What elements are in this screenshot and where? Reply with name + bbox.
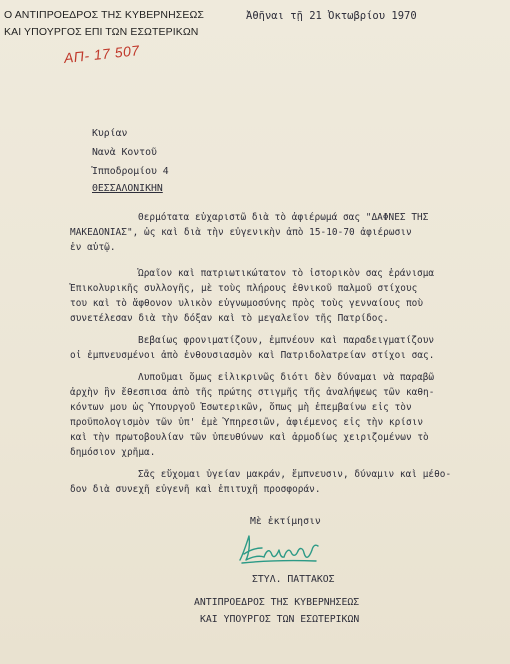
- body-line: Ὡραῖον καὶ πατριωτικώτατον τὸ ἱστορικὸν σας ἐράνισμα: [138, 268, 435, 279]
- body-line: κόντων μου ὡς Ὑπουργοῦ Ἐσωτερικῶν, ὅπως μὴ ἐπεμβαίνω εἰς τὸν: [70, 402, 412, 413]
- body-line: καὶ τὴν πρωτοβουλίαν τῶν ὑπευθύνων καὶ ἁρμοδίως χειριζομένων τὸ: [70, 432, 429, 443]
- recipient-name: Νανὰ Κοντοῦ: [92, 147, 157, 158]
- body-line: Βεβαίως φρονιματίζουν, ἐμπνέουν καὶ παραδειγματίζουν: [138, 335, 435, 346]
- recipient-street: Ἱπποδρομίου 4: [92, 166, 169, 177]
- body-line: δον διὰ συνεχῆ εὐγενῆ καὶ ἐπιτυχῆ προσφοράν.: [70, 484, 321, 495]
- body-line: Σᾶς εὔχομαι ὑγείαν μακράν, ἔμπνευσιν, δύναμιν καὶ μέθο-: [138, 469, 452, 480]
- body-line: ἀρχὴν ἣν ἔθεσπισα ἀπὸ τῆς πρώτης στιγμῆς τῆς ἀναλήψεως τῶν καθη-: [70, 387, 435, 398]
- signature-icon: [236, 530, 326, 566]
- recipient-city: ΘΕΣΣΑΛΟΝΙΚΗΝ: [92, 183, 163, 194]
- letterhead-line-2: ΚΑΙ ΥΠΟΥΡΓΟΣ ΕΠΙ ΤΩΝ ΕΣΩΤΕΡΙΚΩΝ: [4, 26, 199, 38]
- signatory-name: ΣΤΥΛ. ΠΑΤΤΑΚΟΣ: [252, 574, 335, 585]
- protocol-number: ΑΠ- 17 507: [63, 42, 141, 66]
- body-line: συνετέλεσαν διὰ τὴν δόξαν καὶ τὸ μεγαλεῖον τῆς Πατρίδος.: [70, 313, 389, 324]
- body-line: οἱ ἐμπνευσμένοι ἀπὸ ἐνθουσιασμὸν καὶ Πατριδολατρείαν στίχοι σας.: [70, 350, 435, 361]
- body-line: ΜΑΚΕΔΟΝΙΑΣ", ὡς καὶ διὰ τὴν εὐγενικὴν ἀπὸ 15-10-70 ἀφιέρωσιν: [70, 227, 412, 238]
- body-line: προϋπολογισμὸν τῶν ὑπ' ἐμὲ Ὑπηρεσιῶν, ἀφιέμενος εἰς τὴν κρίσιν: [70, 417, 424, 428]
- body-line: του καὶ τὸ ἄφθονον υλικὸν εὐγνωμοσύνης πρὸς τοὺς γενναίους ποὺ: [70, 298, 424, 309]
- closing-regards: Μὲ ἐκτίμησιν: [250, 516, 321, 527]
- signatory-title-2: ΚΑΙ ΥΠΟΥΡΓΟΣ ΤΩΝ ΕΣΩΤΕΡΙΚΩΝ: [200, 614, 360, 625]
- body-line: Λυποῦμαι ὅμως εἰλικρινῶς διότι δὲν δύναμαι νὰ παραβῶ: [138, 372, 435, 383]
- body-line: δημόσιον χρῆμα.: [70, 447, 156, 458]
- body-line: Θερμότατα εὐχαριστῶ διὰ τὸ ἀφιέρωμά σας "ΔΑΦΝΕΣ ΤΗΣ: [138, 212, 429, 223]
- body-line: ἐν αὐτῷ.: [70, 242, 116, 253]
- letterhead-line-1: Ο ΑΝΤΙΠΡΟΕΔΡΟΣ ΤΗΣ ΚΥΒΕΡΝΗΣΕΩΣ: [4, 9, 205, 21]
- signatory-title-1: ΑΝΤΙΠΡΟΕΔΡΟΣ ΤΗΣ ΚΥΒΕΡΝΗΣΕΩΣ: [194, 597, 360, 608]
- letter-date: Ἀθῆναι τῇ 21 Ὀκτωβρίου 1970: [246, 10, 417, 22]
- body-line: Ἐπικολυρικῆς συλλογῆς, μὲ τοὺς πλήρους ἐθνικοῦ παλμοῦ στίχους: [70, 283, 418, 294]
- recipient-salutation: Κυρίαν: [92, 128, 128, 139]
